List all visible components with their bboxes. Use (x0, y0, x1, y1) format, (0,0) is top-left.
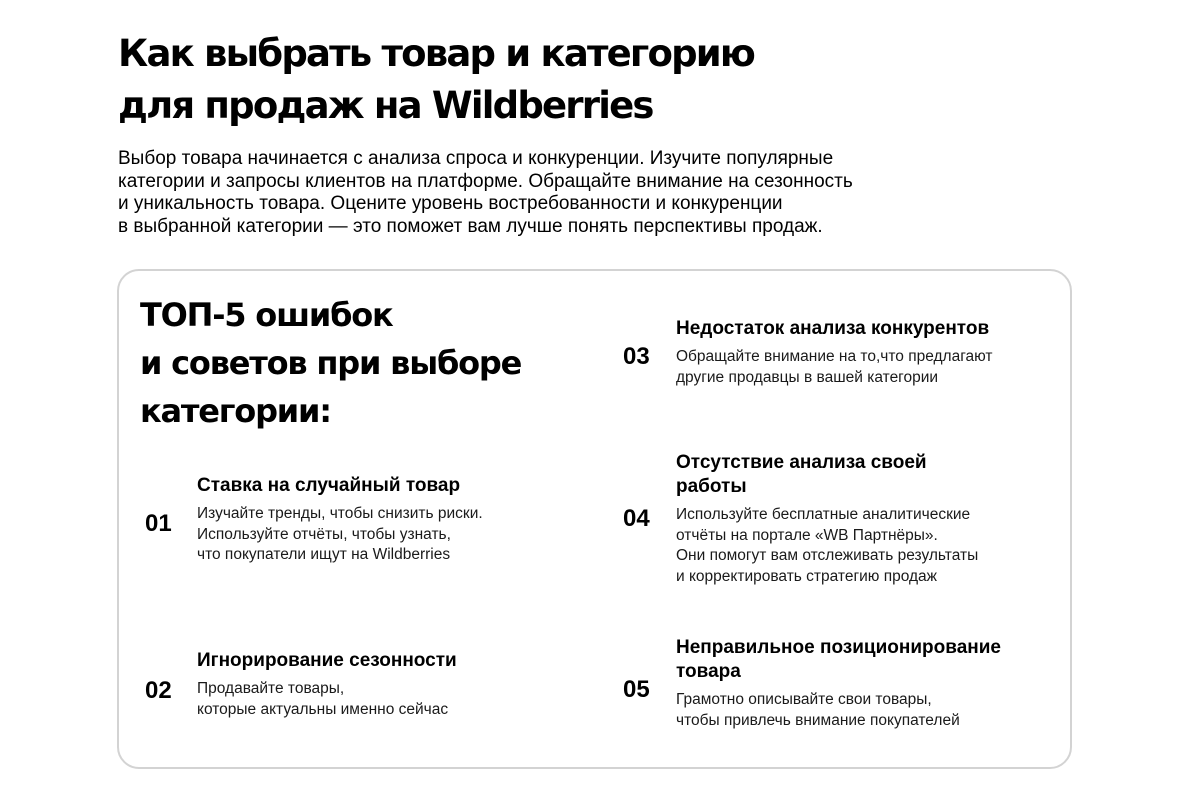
tip-heading: Неправильное позиционирование товара (676, 637, 1001, 682)
tips-card (117, 269, 1072, 769)
tip-number: 02 (145, 677, 172, 704)
tip-body (197, 474, 607, 566)
page-title: Как выбрать товар и категорию для продаж на Wildberries (118, 32, 755, 127)
tip-heading: Ставка на случайный товар (197, 475, 461, 496)
tip-body (676, 451, 1072, 587)
tip-body (197, 649, 607, 720)
tip-body (676, 636, 1072, 731)
intro-paragraph: Выбор товара начинается с анализа спроса и конкуренции. Изучите популярные категории и запросы клиентов на платформе. Обращайте внимание на сезонность и уникальность товара. Оцените уровень востребованности и конкуренции в выбранной категории — это поможет вам лучше понять перспективы продаж. (118, 148, 853, 237)
tip-heading: Недостаток анализа конкурентов (676, 318, 990, 339)
tip-body (676, 317, 1072, 388)
tip-text: Продавайте товары, которые актуальны именно сейчас (197, 680, 449, 718)
tip-text: Изучайте тренды, чтобы снизить риски. Используйте отчёты, чтобы узнать, что покупатели ищут на Wildberries (197, 505, 483, 563)
tip-heading: Игнорирование сезонности (197, 650, 457, 671)
tip-number: 04 (623, 505, 650, 532)
tip-heading: Отсутствие анализа своей работы (676, 452, 927, 497)
tip-number: 05 (623, 676, 650, 703)
tip-number: 03 (623, 343, 650, 370)
tip-text: Грамотно описывайте свои товары, чтобы привлечь внимание покупателей (676, 691, 960, 729)
tip-number: 01 (145, 510, 172, 537)
card-title: ТОП-5 ошибок и советов при выборе категории: (140, 296, 522, 430)
tip-text: Обращайте внимание на то,что предлагают другие продавцы в вашей категории (676, 348, 993, 386)
tip-text: Используйте бесплатные аналитические отчёты на портале «WB Партнёры». Они помогут вам отслеживать результаты и корректировать стратегию продаж (676, 506, 979, 585)
